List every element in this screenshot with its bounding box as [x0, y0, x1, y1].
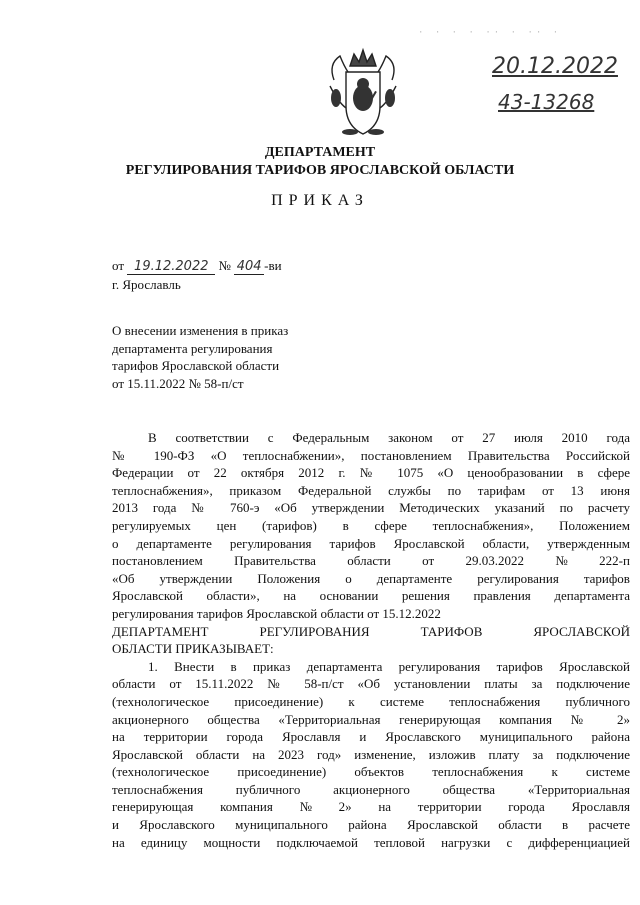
number-sign: №	[218, 258, 231, 273]
document-type-title: ПРИКАЗ	[271, 192, 369, 209]
body-line: о департаменте регулирования тарифов Ярославской области, утвержденным	[112, 535, 630, 551]
order-number-suffix: -ви	[264, 258, 282, 273]
subject-line: тарифов Ярославской области	[112, 358, 280, 373]
clause-1-line: и Ярославского муниципального района Ярославской области в расчете	[112, 817, 630, 833]
order-date-line	[112, 258, 282, 275]
city-line: г. Ярославль	[112, 277, 181, 292]
body-line: В соответствии с Федеральным законом от 27 июля 2010 года	[148, 430, 630, 445]
body-line: Федерации от 22 октября 2012 г. № 1075 «О ценообразовании в сфере	[112, 465, 630, 481]
coat-of-arms-emblem	[326, 46, 400, 138]
body-line-caps: ОБЛАСТИ ПРИКАЗЫВАЕТ:	[112, 641, 274, 657]
body-line: 2013 года № 760-э «Об утверждении Методических указаний по расчету	[112, 500, 630, 516]
body-line: «Об утверждении Положения о департаменте регулирования тарифов	[112, 570, 630, 586]
body-line: Ярославской области», на основании решения правления департамента	[112, 588, 630, 604]
registration-stamp-marks: · · · · ·· · ·· ·	[418, 28, 562, 38]
clause-1-line: (технологическое присоединение) к системе теплоснабжения публичного	[112, 693, 630, 709]
order-body-text	[112, 429, 630, 851]
clause-1-line: на территории города Ярославля и Ярославского муниципального района	[112, 729, 630, 745]
body-line: регулирования тарифов Ярославской области от 15.12.2022	[112, 605, 441, 621]
order-number: 404	[234, 259, 264, 275]
body-line: постановлением Правительства области от 29.03.2022 № 222-п	[112, 553, 630, 569]
department-title: ДЕПАРТАМЕНТ	[264, 145, 376, 160]
from-label: от	[112, 258, 125, 273]
department-subtitle: РЕГУЛИРОВАНИЯ ТАРИФОВ ЯРОСЛАВСКОЙ ОБЛАСТИ	[125, 163, 515, 178]
subject-line: департамента регулирования	[112, 340, 273, 356]
clause-1-line: на единицу мощности подключаемой тепловой нагрузки с дифференциацией	[112, 834, 630, 850]
body-line-caps: ДЕПАРТАМЕНТ РЕГУЛИРОВАНИЯ ТАРИФОВ ЯРОСЛАВСКОЙ	[112, 623, 630, 639]
clause-1-line: Ярославской области на 2023 год» изменение, изложив плату за подключение	[112, 746, 630, 762]
clause-1-line: акционерного общества «Территориальная генерирующая компания № 2»	[112, 711, 630, 727]
clause-1-line: 1. Внести в приказ департамента регулирования тарифов Ярославской	[148, 658, 630, 674]
clause-1-line: теплоснабжения публичного акционерного общества «Территориальная	[112, 781, 630, 797]
body-line: № 190-ФЗ «О теплоснабжении», постановлением Правительства Российской	[112, 447, 630, 463]
handwritten-registration-date: 20.12.2022	[492, 54, 618, 79]
body-line: регулируемых цен (тарифов) в сфере теплоснабжения», Положением	[112, 517, 630, 533]
order-date: 19.12.2022	[127, 259, 215, 275]
clause-1-line: (технологическое присоединение) объектов теплоснабжения к системе	[112, 764, 630, 780]
body-line: теплоснабжения», приказом Федеральной службы по тарифам от 13 июня	[112, 482, 630, 498]
clause-1-line: области от 15.11.2022 № 58-п/ст «Об установлении платы за подключение	[112, 676, 630, 692]
order-subject	[112, 322, 372, 392]
subject-line: от 15.11.2022 № 58-п/ст	[112, 375, 244, 391]
subject-line: О внесении изменения в приказ	[112, 323, 289, 338]
handwritten-registration-number: 43-13268	[498, 90, 595, 114]
clause-1-line: генерирующая компания № 2» на территории города Ярославля	[112, 799, 630, 815]
